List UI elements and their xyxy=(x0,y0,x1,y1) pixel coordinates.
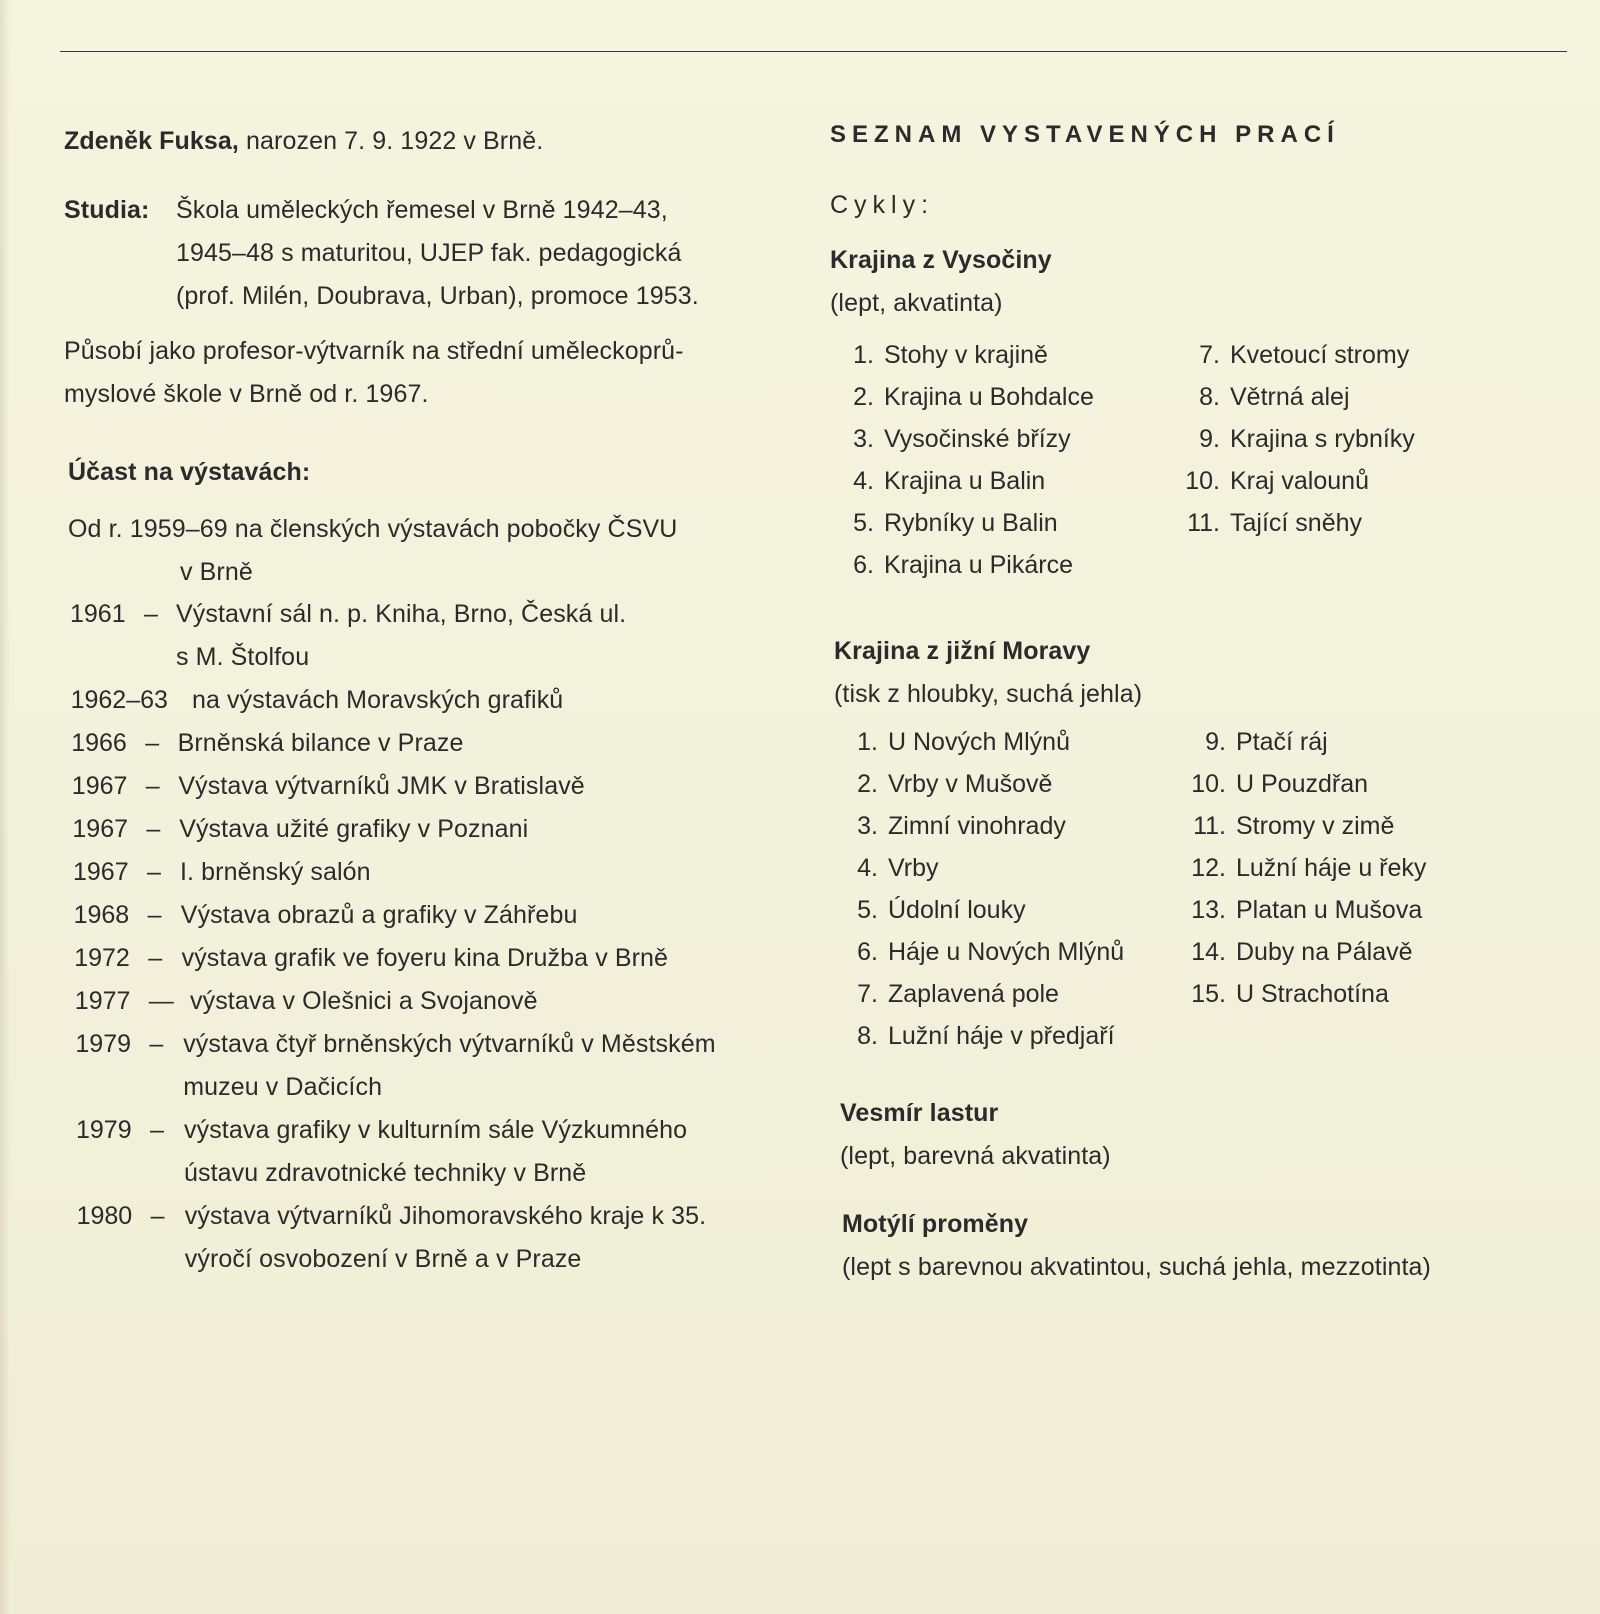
work-number: 12. xyxy=(1191,854,1226,882)
studia-line-1: Škola uměleckých řemesel v Brně 1942–43, xyxy=(176,196,668,224)
exhibition-text: výstava v Olešnici a Svojanově xyxy=(190,987,538,1015)
work-number: 1. xyxy=(853,341,874,369)
birth-info: narozen 7. 9. 1922 v Brně. xyxy=(246,127,544,155)
work-number: 3. xyxy=(857,812,878,840)
cycle-1-title: Krajina z Vysočiny xyxy=(830,246,1052,274)
exhibition-dash: — xyxy=(148,987,174,1015)
work-number: 10. xyxy=(1191,770,1226,798)
work-title: Stohy v krajině xyxy=(884,341,1048,369)
exhibition-text: Výstavní sál n. p. Kniha, Brno, Česká ul. xyxy=(176,600,627,628)
exhibition-dash: – xyxy=(149,1030,164,1058)
studia-line-3: (prof. Milén, Doubrava, Urban), promoce 1953. xyxy=(176,282,699,310)
work-number: 4. xyxy=(857,854,878,882)
pusobi-line-2: myslové škole v Brně od r. 1967. xyxy=(64,380,429,408)
exhibition-dash: – xyxy=(145,729,160,757)
work-title: Lužní háje u řeky xyxy=(1236,854,1427,882)
cycle-3-technique: (lept, barevná akvatinta) xyxy=(840,1142,1111,1170)
exhibition-dash: – xyxy=(150,1116,164,1144)
exhibition-dash: – xyxy=(147,901,162,929)
cycle-2-title: Krajina z jižní Moravy xyxy=(834,637,1091,665)
work-number: 6. xyxy=(857,938,878,966)
work-title: Údolní louky xyxy=(888,896,1026,924)
work-number: 13. xyxy=(1191,896,1226,924)
exhibition-year: 1966 xyxy=(71,729,127,757)
work-number: 1. xyxy=(857,728,878,756)
exhibition-text: Brněnská bilance v Praze xyxy=(177,729,464,757)
studia-line-2: 1945–48 s maturitou, UJEP fak. pedagogická xyxy=(176,239,682,267)
work-title: Větrná alej xyxy=(1230,383,1350,411)
work-title: Vrby xyxy=(888,854,939,882)
cycle-3-title: Vesmír lastur xyxy=(840,1099,999,1127)
work-number: 7. xyxy=(857,980,878,1008)
work-number: 9. xyxy=(1199,425,1220,453)
od-line-2: v Brně xyxy=(180,558,253,586)
work-title: Kvetoucí stromy xyxy=(1230,341,1410,369)
exhibition-year: 1979 xyxy=(76,1116,132,1144)
work-title: Krajina u Pikárce xyxy=(884,551,1073,579)
name-line xyxy=(64,126,543,156)
cycle-4-technique: (lept s barevnou akvatintou, suchá jehla, mezzotinta) xyxy=(842,1253,1431,1281)
works-heading: SEZNAM VYSTAVENÝCH PRACÍ xyxy=(830,121,1340,148)
work-number: 5. xyxy=(857,896,878,924)
artist-name: Zdeněk Fuksa, xyxy=(64,127,239,155)
exhibition-year: 1961 xyxy=(70,600,126,628)
work-title: Tající sněhy xyxy=(1230,509,1363,537)
exhibition-text: muzeu v Dačicích xyxy=(183,1073,383,1101)
exhibition-dash: – xyxy=(147,858,161,886)
exhibition-year: 1967 xyxy=(71,772,128,800)
work-title: Vysočinské břízy xyxy=(884,425,1071,453)
work-title: Platan u Mušova xyxy=(1236,896,1423,924)
od-line-1: Od r. 1959–69 na členských výstavách pobočky ČSVU xyxy=(68,515,678,543)
work-number: 6. xyxy=(853,551,874,579)
work-number: 5. xyxy=(853,509,874,537)
exhibitions-heading: Účast na výstavách: xyxy=(68,458,311,486)
exhibition-text: výstava čtyř brněnských výtvarníků v Městském xyxy=(183,1030,716,1058)
work-title: Krajina s rybníky xyxy=(1230,425,1415,453)
work-number: 11. xyxy=(1187,509,1220,537)
work-title: U Nových Mlýnů xyxy=(888,728,1070,756)
pusobi-line-1: Působí jako profesor-výtvarník na střední uměleckoprů- xyxy=(64,337,684,365)
work-title: U Pouzdřan xyxy=(1236,770,1369,798)
work-number: 11. xyxy=(1193,812,1226,840)
studia-label: Studia: xyxy=(64,196,150,224)
exhibition-year: 1962–63 xyxy=(70,686,168,714)
exhibition-year: 1977 xyxy=(74,987,131,1015)
exhibition-text: na výstavách Moravských grafiků xyxy=(192,686,564,714)
work-title: Rybníky u Balin xyxy=(884,509,1058,537)
exhibition-year: 1967 xyxy=(73,858,129,886)
work-number: 8. xyxy=(857,1022,878,1050)
work-title: Háje u Nových Mlýnů xyxy=(888,938,1125,966)
exhibition-text: Výstava obrazů a grafiky v Záhřebu xyxy=(180,901,578,929)
exhibition-text: výstava grafik ve foyeru kina Družba v Brně xyxy=(181,944,669,972)
exhibition-dash: – xyxy=(145,772,160,800)
exhibition-year: 1979 xyxy=(75,1030,132,1058)
exhibition-dash: – xyxy=(148,944,163,972)
paper-edge-shadow xyxy=(0,0,10,1614)
work-title: Zaplavená pole xyxy=(888,980,1059,1008)
work-title: Duby na Pálavě xyxy=(1236,938,1413,966)
work-number: 3. xyxy=(853,425,874,453)
work-title: U Strachotína xyxy=(1236,980,1389,1008)
exhibition-dash: – xyxy=(144,600,158,628)
cycle-2-technique: (tisk z hloubky, suchá jehla) xyxy=(834,680,1143,708)
top-rule xyxy=(60,51,1567,52)
work-number: 4. xyxy=(853,467,874,495)
exhibition-text: Výstava výtvarníků JMK v Bratislavě xyxy=(178,772,585,800)
work-number: 10. xyxy=(1185,467,1220,495)
exhibition-dash: – xyxy=(150,1202,165,1230)
work-title: Krajina u Balin xyxy=(884,467,1046,495)
exhibition-text: I. brněnský salón xyxy=(180,858,371,886)
exhibition-dash: – xyxy=(146,815,161,843)
exhibition-year: 1968 xyxy=(73,901,130,929)
exhibition-year: 1967 xyxy=(72,815,129,843)
work-title: Vrby v Mušově xyxy=(888,770,1053,798)
work-number: 9. xyxy=(1205,728,1226,756)
work-title: Stromy v zimě xyxy=(1236,812,1395,840)
exhibition-year: 1972 xyxy=(74,944,130,972)
exhibition-year: 1980 xyxy=(76,1202,133,1230)
exhibition-text: ústavu zdravotnické techniky v Brně xyxy=(184,1159,587,1187)
work-title: Lužní háje v předjaří xyxy=(888,1022,1115,1050)
exhibition-text: výročí osvobození v Brně a v Praze xyxy=(184,1245,582,1273)
work-title: Kraj valounů xyxy=(1230,467,1369,495)
exhibition-text: výstava grafiky v kulturním sále Výzkumného xyxy=(184,1116,688,1144)
work-number: 2. xyxy=(857,770,878,798)
work-title: Krajina u Bohdalce xyxy=(884,383,1094,411)
exhibition-text: s M. Štolfou xyxy=(176,643,310,671)
cycle-4-title: Motýlí proměny xyxy=(842,1210,1029,1238)
work-number: 2. xyxy=(853,383,874,411)
exhibition-text: výstava výtvarníků Jihomoravského kraje k 35. xyxy=(184,1202,707,1230)
work-title: Ptačí ráj xyxy=(1236,728,1328,756)
work-number: 15. xyxy=(1191,980,1226,1008)
work-title: Zimní vinohrady xyxy=(888,812,1066,840)
exhibition-text: Výstava užité grafiky v Poznani xyxy=(179,815,529,843)
work-number: 14. xyxy=(1191,938,1226,966)
cycles-label: Cykly: xyxy=(830,191,935,219)
work-number: 7. xyxy=(1199,341,1220,369)
cycle-1-technique: (lept, akvatinta) xyxy=(830,289,1003,317)
work-number: 8. xyxy=(1199,383,1220,411)
